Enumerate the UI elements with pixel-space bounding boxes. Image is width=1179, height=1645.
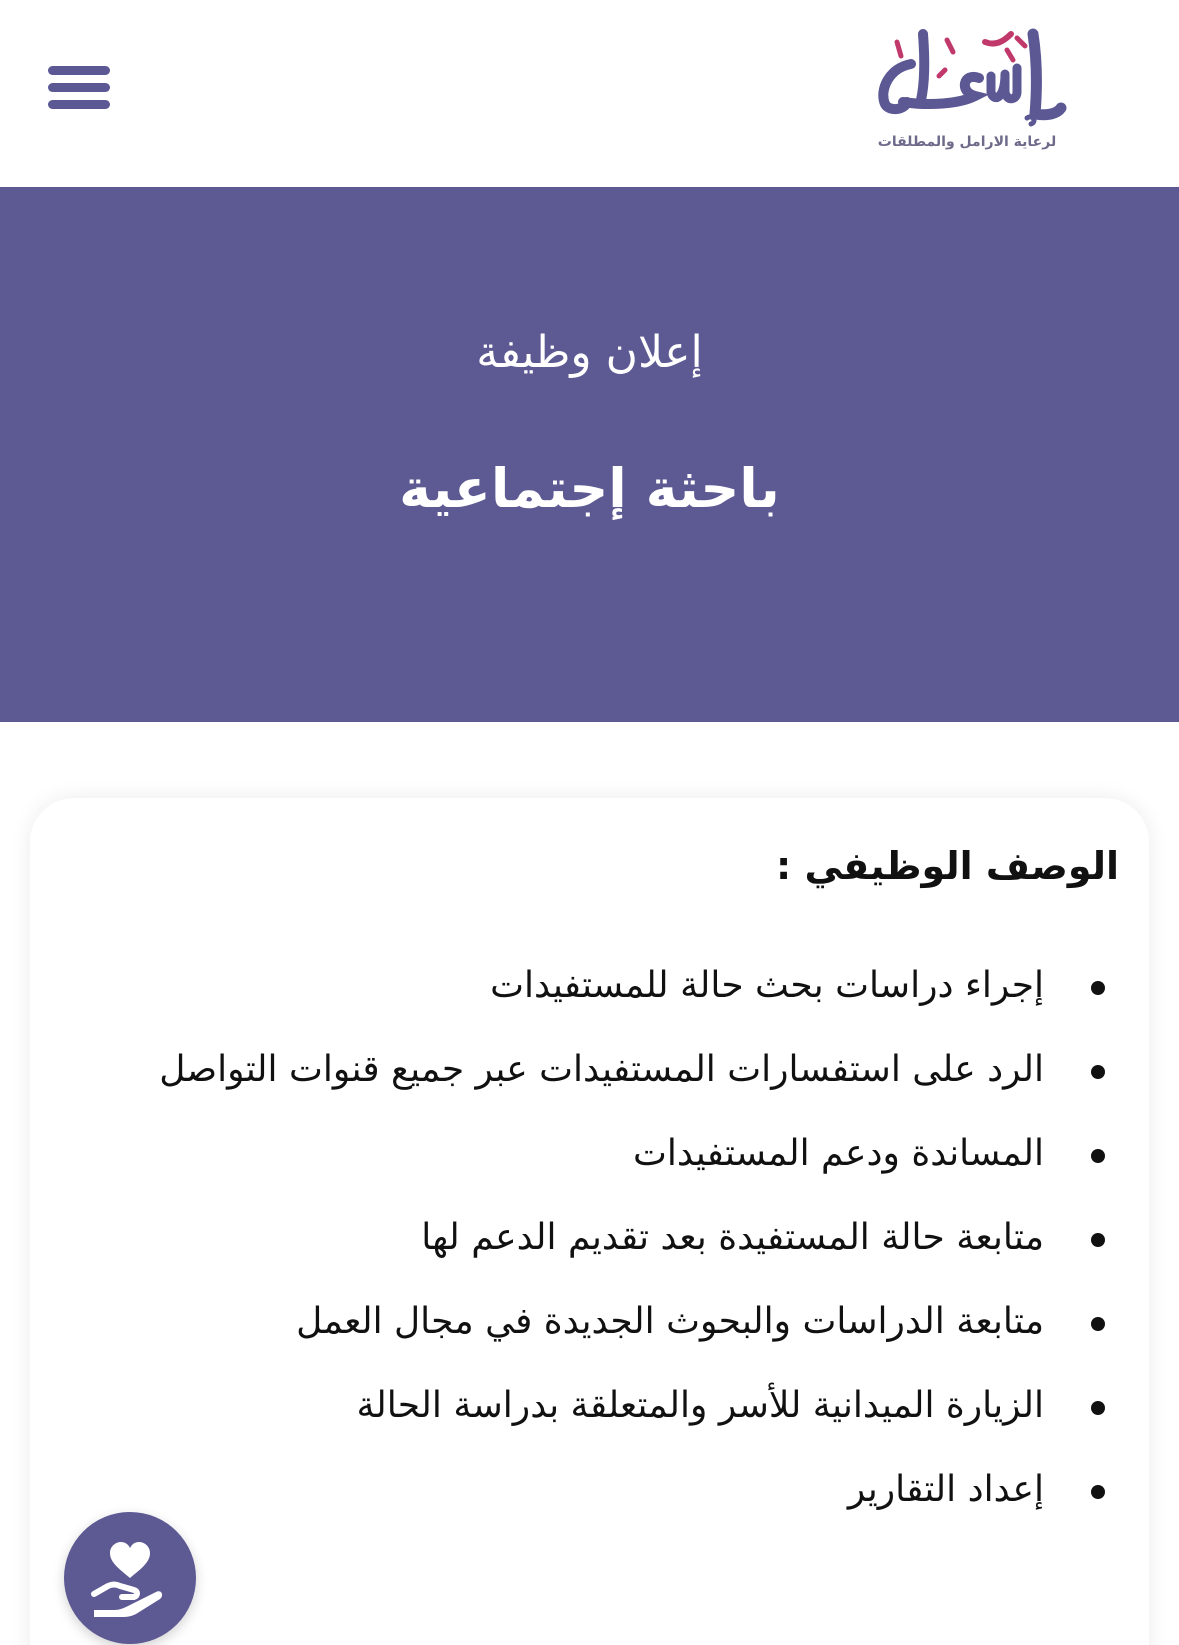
donate-button[interactable] [64, 1512, 196, 1644]
bullet-icon [1091, 1485, 1105, 1499]
list-item [119, 1112, 1119, 1196]
heart-in-hand-icon [90, 1538, 170, 1618]
bullet-icon [1091, 1233, 1105, 1247]
menu-bar [48, 100, 110, 109]
logo-tagline: لرعاية الارامل والمطلقات [877, 134, 1057, 150]
job-title: باحثة إجتماعية [399, 457, 780, 520]
logo-wordmark [867, 20, 1067, 132]
list-item [119, 944, 1119, 1028]
duty-text: المساندة ودعم المستفيدات [632, 1133, 1044, 1174]
bullet-icon [1091, 1149, 1105, 1163]
hero-banner [0, 187, 1179, 722]
duty-text: متابعة حالة المستفيدة بعد تقديم الدعم لها [421, 1217, 1044, 1258]
bullet-icon [1091, 1065, 1105, 1079]
bullet-icon [1091, 1317, 1105, 1331]
duties-list [119, 944, 1119, 1532]
site-header [0, 0, 1179, 187]
bullet-icon [1091, 981, 1105, 995]
duty-text: إعداد التقارير [847, 1469, 1044, 1510]
list-item [119, 1448, 1119, 1532]
duty-text: الرد على استفسارات المستفيدات عبر جميع قنوات التواصل [159, 1049, 1044, 1090]
duty-text: متابعة الدراسات والبحوث الجديدة في مجال العمل [296, 1301, 1044, 1342]
duty-text: الزيارة الميدانية للأسر والمتعلقة بدراسة الحالة [356, 1385, 1044, 1426]
list-item [119, 1364, 1119, 1448]
job-description-card [30, 798, 1149, 1645]
menu-bar [48, 66, 110, 75]
list-item [119, 1196, 1119, 1280]
hamburger-menu-icon[interactable] [48, 66, 110, 110]
bullet-icon [1091, 1401, 1105, 1415]
duty-text: إجراء دراسات بحث حالة للمستفيدات [490, 965, 1044, 1006]
list-item [119, 1280, 1119, 1364]
menu-bar [48, 83, 110, 92]
job-description-heading: الوصف الوظيفي : [776, 844, 1119, 888]
list-item [119, 1028, 1119, 1112]
site-logo[interactable] [867, 20, 1067, 160]
hero-subtitle: إعلان وظيفة [476, 327, 703, 378]
